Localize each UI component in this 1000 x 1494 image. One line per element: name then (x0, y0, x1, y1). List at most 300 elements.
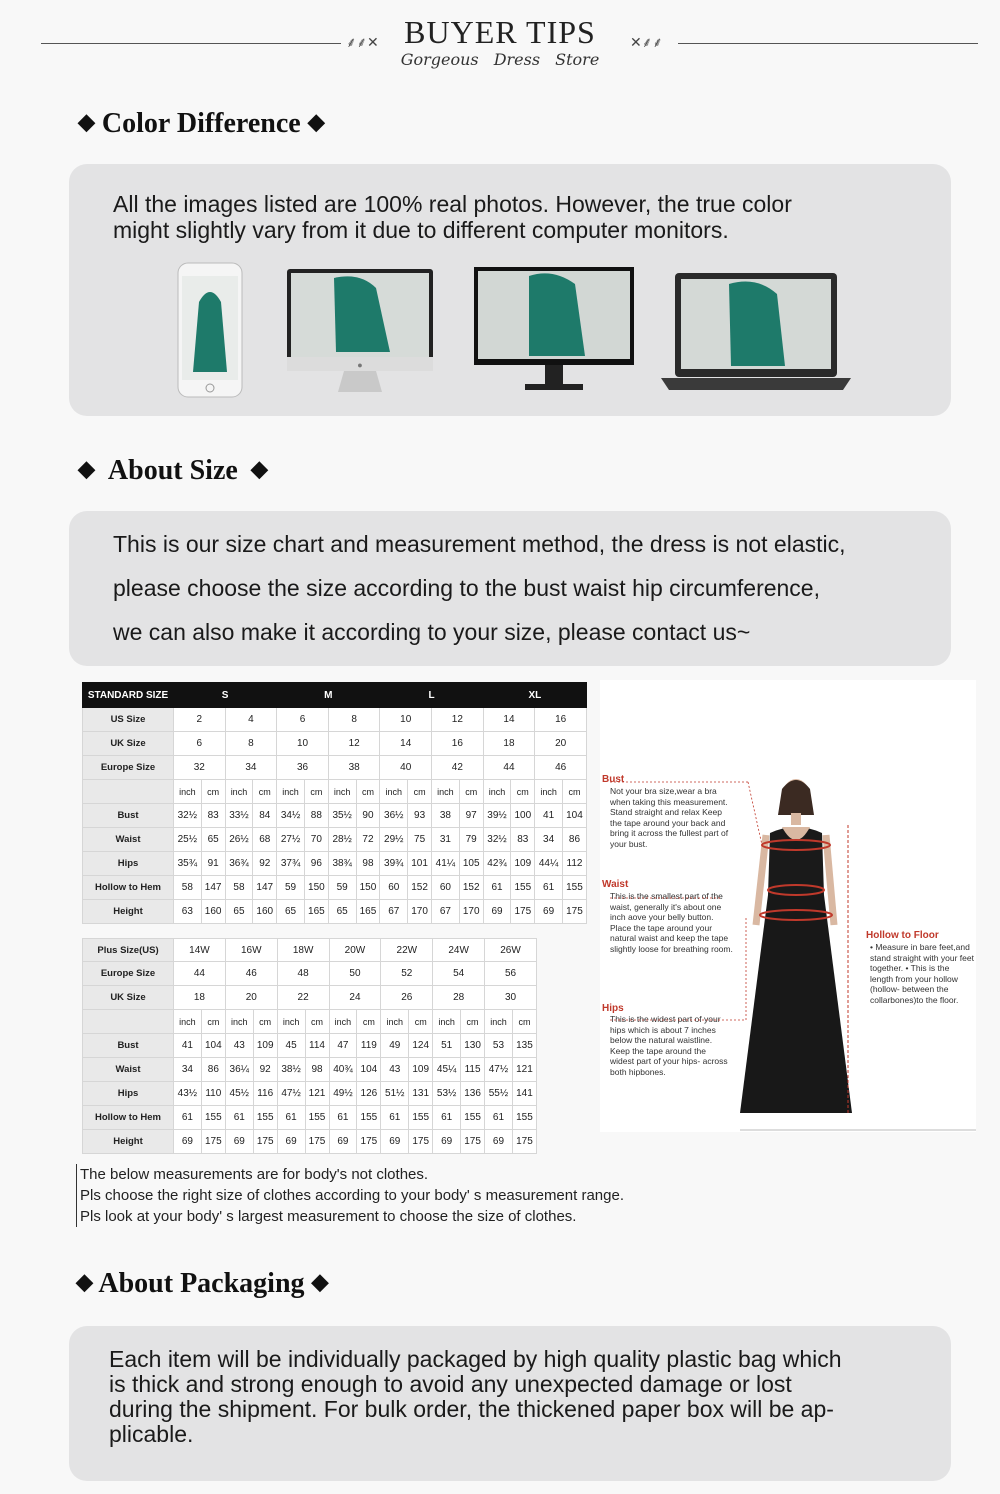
waist-text: This is the smallest part of the waist, generally it's about one inch aove your belly button. Place the tape around your natural waist and keep the tape slightly loose for breathing room. (610, 891, 733, 954)
size-text-line-3: we can also make it according to your size, please contact us~ (113, 619, 751, 645)
table-cell: 32½ (483, 828, 511, 852)
table-cell: 109 (511, 852, 535, 876)
diamond-icon: ◆ (307, 109, 325, 134)
row-label: US Size (83, 708, 174, 732)
table-cell: inch (535, 780, 563, 804)
table-cell: 4 (225, 708, 277, 732)
hollow-to-floor-text: • Measure in bare feet,and stand straight with your feet together. • This is the length from your hollow (hollow- between the collarbones)to the floor. (870, 942, 974, 1005)
table-cell: 65 (225, 900, 253, 924)
table-cell: 36¾ (225, 852, 253, 876)
table-cell: 69 (535, 900, 563, 924)
table-cell: 155 (562, 876, 586, 900)
table-cell: 165 (304, 900, 328, 924)
table-cell: 155 (511, 876, 535, 900)
table-cell: 16 (535, 708, 587, 732)
table-cell: 28 (433, 986, 485, 1010)
table-cell: 152 (459, 876, 483, 900)
table-cell: 93 (408, 804, 432, 828)
table-cell: 36 (277, 756, 329, 780)
table-cell: 98 (356, 852, 380, 876)
table-cell: 86 (201, 1058, 225, 1082)
table-cell: 8 (328, 708, 380, 732)
table-cell: 38¾ (328, 852, 356, 876)
table-cell: 34½ (277, 804, 305, 828)
table-cell: 65 (201, 828, 225, 852)
table-cell: 10 (380, 708, 432, 732)
row-label: Hollow to Hem (83, 1106, 174, 1130)
standard-size-header (83, 683, 587, 708)
page-title: BUYER TIPS (404, 14, 596, 50)
table-cell: inch (174, 780, 202, 804)
table-cell: 60 (380, 876, 408, 900)
table-cell: 67 (380, 900, 408, 924)
row-label: Hips (83, 852, 174, 876)
table-cell: cm (562, 780, 586, 804)
row-label: Bust (83, 1034, 174, 1058)
table-cell: 20 (225, 986, 277, 1010)
table-cell: 30 (485, 986, 537, 1010)
table-row (83, 852, 587, 876)
leaf-ornament-left-icon: ⸙⸙✕ (346, 34, 379, 50)
table-cell: 37¾ (277, 852, 305, 876)
table-cell: 14 (380, 732, 432, 756)
table-cell: 63 (174, 900, 202, 924)
table-cell: 150 (356, 876, 380, 900)
size-notes (76, 1164, 624, 1227)
table-cell: 61 (329, 1106, 357, 1130)
flat-monitor-icon (473, 266, 635, 392)
table-cell: 47½ (485, 1058, 513, 1082)
table-cell: 155 (512, 1106, 536, 1130)
table-cell: 124 (409, 1034, 433, 1058)
table-cell: 35½ (328, 804, 356, 828)
table-cell: 83 (201, 804, 225, 828)
table-cell: cm (356, 780, 380, 804)
row-label: Bust (83, 804, 174, 828)
table-cell: 175 (305, 1130, 329, 1154)
table-cell: 79 (459, 828, 483, 852)
table-cell: 70 (304, 828, 328, 852)
about-packaging-card (69, 1326, 951, 1481)
table-cell: 69 (433, 1130, 461, 1154)
note-line-3: Pls look at your body' s largest measurement to choose the size of clothes. (80, 1208, 577, 1225)
table-cell: 97 (459, 804, 483, 828)
size-text-line-1: This is our size chart and measurement method, the dress is not elastic, (113, 531, 846, 557)
table-cell: 175 (511, 900, 535, 924)
table-cell: 36½ (380, 804, 408, 828)
table-cell: cm (253, 1010, 277, 1034)
color-difference-heading: ◆ Color Difference ◆ (78, 108, 325, 139)
table-header-cell: S (174, 683, 277, 708)
table-cell: 65 (277, 900, 305, 924)
table-cell: 175 (409, 1130, 433, 1154)
table-cell: 69 (174, 1130, 202, 1154)
table-cell: cm (304, 780, 328, 804)
table-cell: 31 (432, 828, 460, 852)
measurement-figure (600, 680, 976, 1132)
table-cell: 39¾ (380, 852, 408, 876)
table-cell: 130 (461, 1034, 485, 1058)
table-cell: 69 (277, 1130, 305, 1154)
table-cell: cm (409, 1010, 433, 1034)
table-cell: 24 (329, 986, 381, 1010)
table-cell: inch (277, 1010, 305, 1034)
table-cell: 29½ (380, 828, 408, 852)
table-cell: 69 (483, 900, 511, 924)
table-cell: 92 (253, 852, 277, 876)
table-cell: inch (329, 1010, 357, 1034)
about-size-card (69, 511, 951, 666)
table-cell: 59 (328, 876, 356, 900)
table-row (83, 900, 587, 924)
color-text-line-2: might slightly vary from it due to different computer monitors. (113, 217, 729, 243)
table-cell: 160 (201, 900, 225, 924)
table-cell: 42¾ (483, 852, 511, 876)
row-label: UK Size (83, 986, 174, 1010)
table-cell: 38½ (277, 1058, 305, 1082)
table-cell: 65 (328, 900, 356, 924)
table-cell: 61 (277, 1106, 305, 1130)
color-difference-card (69, 164, 951, 416)
table-cell: 56 (485, 962, 537, 986)
diamond-icon: ◆ (78, 109, 95, 134)
table-cell: 61 (433, 1106, 461, 1130)
table-cell: 119 (357, 1034, 381, 1058)
table-cell: 44¼ (535, 852, 563, 876)
table-cell: 36¼ (225, 1058, 253, 1082)
table-cell: 39½ (483, 804, 511, 828)
table-cell: 68 (253, 828, 277, 852)
note-line-1: The below measurements are for body's not clothes. (80, 1166, 429, 1183)
standard-size-table (82, 682, 587, 924)
note-line-2: Pls choose the right size of clothes according to your body' s measurement range. (80, 1187, 624, 1204)
row-label: Waist (83, 1058, 174, 1082)
table-cell: 18 (483, 732, 535, 756)
table-cell: 44 (174, 962, 226, 986)
table-cell: 114 (305, 1034, 329, 1058)
table-cell: 109 (253, 1034, 277, 1058)
bust-label: Bust (602, 774, 625, 785)
table-cell: inch (432, 780, 460, 804)
desktop-monitor-icon (286, 268, 434, 396)
table-cell: 41¼ (432, 852, 460, 876)
table-cell: 90 (356, 804, 380, 828)
table-cell: 41 (174, 1034, 202, 1058)
table-cell: 53 (485, 1034, 513, 1058)
svg-text:●: ● (357, 360, 363, 370)
table-cell: 61 (535, 876, 563, 900)
table-cell: 121 (512, 1058, 536, 1082)
table-cell: 147 (201, 876, 225, 900)
table-cell: 84 (253, 804, 277, 828)
table-cell: 46 (535, 756, 587, 780)
table-cell: 135 (512, 1034, 536, 1058)
table-cell: 115 (461, 1058, 485, 1082)
table-cell: inch (485, 1010, 513, 1034)
table-cell: cm (408, 780, 432, 804)
table-cell: 83 (511, 828, 535, 852)
table-cell: 48 (277, 962, 329, 986)
table-cell: 155 (409, 1106, 433, 1130)
table-row (83, 1106, 537, 1130)
table-row (83, 876, 587, 900)
table-cell: 155 (305, 1106, 329, 1130)
table-cell: 152 (408, 876, 432, 900)
table-row (83, 756, 587, 780)
table-cell: 69 (225, 1130, 253, 1154)
table-cell: 61 (174, 1106, 202, 1130)
table-cell: 54 (433, 962, 485, 986)
table-cell: 60 (432, 876, 460, 900)
color-text-line-1: All the images listed are 100% real photos. However, the true color (113, 191, 792, 217)
table-cell: 26 (381, 986, 433, 1010)
table-cell: cm (201, 780, 225, 804)
table-cell: inch (225, 1010, 253, 1034)
diamond-icon: ◆ (311, 1269, 329, 1294)
diamond-icon: ◆ (76, 1269, 93, 1294)
row-label (83, 1010, 174, 1034)
plus-size-table (82, 938, 537, 1154)
hips-text: This is the widest part of your hips which is about 7 inches below the natural waistline. Keep the tape around the widest part of your hips- across both hipbones. (610, 1014, 728, 1077)
diamond-icon: ◆ (78, 456, 95, 481)
table-cell: cm (201, 1010, 225, 1034)
laptop-icon (661, 272, 851, 392)
table-cell: 34 (535, 828, 563, 852)
hollow-to-floor-label: Hollow to Floor (866, 930, 939, 941)
table-cell: 88 (304, 804, 328, 828)
table-cell: 24W (433, 939, 485, 962)
table-cell: 43 (381, 1058, 409, 1082)
table-cell: 14 (483, 708, 535, 732)
table-cell: 6 (277, 708, 329, 732)
table-cell: 59 (277, 876, 305, 900)
table-cell: cm (512, 1010, 536, 1034)
row-label: Europe Size (83, 756, 174, 780)
table-cell: 35¾ (174, 852, 202, 876)
row-label: Waist (83, 828, 174, 852)
table-cell: 121 (305, 1082, 329, 1106)
row-label: Height (83, 1130, 174, 1154)
table-cell: 75 (408, 828, 432, 852)
table-cell: 61 (485, 1106, 513, 1130)
table-cell: 44 (483, 756, 535, 780)
table-cell: 165 (356, 900, 380, 924)
table-row (83, 962, 537, 986)
table-cell: 52 (381, 962, 433, 986)
table-cell: 43½ (174, 1082, 202, 1106)
table-row (83, 939, 537, 962)
table-cell: 110 (201, 1082, 225, 1106)
table-cell: 51 (433, 1034, 461, 1058)
table-row (83, 828, 587, 852)
table-cell: 41 (535, 804, 563, 828)
table-cell: 6 (174, 732, 226, 756)
bust-text: Not your bra size,wear a bra when taking this measurement. Stand straight and relax Keep the tape around your back and bring it across the fullest part of your bust. (610, 786, 729, 849)
table-cell: 131 (409, 1082, 433, 1106)
table-cell: 45½ (225, 1082, 253, 1106)
table-cell: 175 (461, 1130, 485, 1154)
row-label (83, 780, 174, 804)
row-label: Hollow to Hem (83, 876, 174, 900)
row-label: Hips (83, 1082, 174, 1106)
table-header-cell: STANDARD SIZE (83, 683, 174, 708)
table-header-cell: L (380, 683, 483, 708)
smartphone-icon (177, 262, 243, 398)
table-cell: inch (225, 780, 253, 804)
table-cell: 38 (328, 756, 380, 780)
table-row (83, 780, 587, 804)
table-cell: 116 (253, 1082, 277, 1106)
table-row (83, 1130, 537, 1154)
table-cell: 38 (432, 804, 460, 828)
table-cell: 104 (562, 804, 586, 828)
table-cell: 16W (225, 939, 277, 962)
table-cell: inch (277, 780, 305, 804)
table-cell: 42 (432, 756, 484, 780)
table-header-cell: XL (483, 683, 586, 708)
table-cell: 141 (512, 1082, 536, 1106)
table-cell: 33½ (225, 804, 253, 828)
table-cell: 170 (408, 900, 432, 924)
table-cell: 86 (562, 828, 586, 852)
table-cell: 10 (277, 732, 329, 756)
table-cell: 20 (535, 732, 587, 756)
table-row (83, 986, 537, 1010)
table-cell: 22 (277, 986, 329, 1010)
table-row (83, 732, 587, 756)
table-cell: 32½ (174, 804, 202, 828)
table-cell: 61 (381, 1106, 409, 1130)
table-cell: 98 (305, 1058, 329, 1082)
table-cell: 28½ (328, 828, 356, 852)
row-label: UK Size (83, 732, 174, 756)
table-cell: 72 (356, 828, 380, 852)
table-cell: 61 (483, 876, 511, 900)
table-cell: 20W (329, 939, 381, 962)
table-cell: 55½ (485, 1082, 513, 1106)
table-cell: 100 (511, 804, 535, 828)
page-subtitle: Gorgeous Dress Store (400, 50, 600, 69)
table-row (83, 1010, 537, 1034)
table-cell: 61 (225, 1106, 253, 1130)
table-cell: 109 (409, 1058, 433, 1082)
table-cell: cm (511, 780, 535, 804)
table-cell: 51½ (381, 1082, 409, 1106)
table-header-cell: M (277, 683, 380, 708)
table-cell: inch (433, 1010, 461, 1034)
table-cell: 43 (225, 1034, 253, 1058)
leaf-ornament-right-icon: ✕⸙⸙ (630, 34, 663, 50)
table-cell: 92 (253, 1058, 277, 1082)
table-cell: 112 (562, 852, 586, 876)
table-cell: 105 (459, 852, 483, 876)
table-cell: 34 (174, 1058, 202, 1082)
table-cell: inch (380, 780, 408, 804)
table-cell: 25½ (174, 828, 202, 852)
table-cell: 47 (329, 1034, 357, 1058)
table-cell: inch (174, 1010, 202, 1034)
table-cell: 12 (328, 732, 380, 756)
table-cell: cm (253, 780, 277, 804)
waist-label: Waist (602, 879, 629, 890)
table-cell: 175 (201, 1130, 225, 1154)
table-cell: 18W (277, 939, 329, 962)
packaging-text-line-2: is thick and strong enough to avoid any unexpected damage or lost (109, 1371, 792, 1397)
table-cell: 69 (329, 1130, 357, 1154)
row-label: Plus Size(US) (83, 939, 174, 962)
packaging-text-line-3: during the shipment. For bulk order, the thickened paper box will be ap- (109, 1396, 834, 1422)
table-cell: 155 (461, 1106, 485, 1130)
size-text-line-2: please choose the size according to the bust waist hip circumference, (113, 575, 820, 601)
table-cell: 175 (562, 900, 586, 924)
table-cell: 8 (225, 732, 277, 756)
packaging-text-line-4: plicable. (109, 1421, 194, 1447)
table-cell: 101 (408, 852, 432, 876)
measurement-guide-lines (600, 680, 976, 1132)
table-cell: inch (381, 1010, 409, 1034)
table-cell: 69 (381, 1130, 409, 1154)
hips-label: Hips (602, 1003, 624, 1014)
about-packaging-heading: ◆ About Packaging ◆ (76, 1268, 329, 1299)
table-cell: inch (328, 780, 356, 804)
table-cell: 2 (174, 708, 226, 732)
table-cell: 58 (225, 876, 253, 900)
table-cell: 45 (277, 1034, 305, 1058)
table-cell: 26½ (225, 828, 253, 852)
packaging-text-line-1: Each item will be individually packaged by high quality plastic bag which (109, 1346, 842, 1372)
table-cell: 49 (381, 1034, 409, 1058)
table-row (83, 708, 587, 732)
table-cell: 53½ (433, 1082, 461, 1106)
table-cell: 58 (174, 876, 202, 900)
row-label: Europe Size (83, 962, 174, 986)
table-cell: inch (483, 780, 511, 804)
table-cell: 14W (174, 939, 226, 962)
table-row (83, 1058, 537, 1082)
table-cell: 155 (201, 1106, 225, 1130)
table-cell: cm (461, 1010, 485, 1034)
table-row (83, 1082, 537, 1106)
table-cell: 170 (459, 900, 483, 924)
table-cell: 126 (357, 1082, 381, 1106)
table-cell: 40 (380, 756, 432, 780)
table-cell: 22W (381, 939, 433, 962)
table-cell: 26W (485, 939, 537, 962)
table-cell: 136 (461, 1082, 485, 1106)
table-cell: 147 (253, 876, 277, 900)
table-cell: 155 (357, 1106, 381, 1130)
diamond-icon: ◆ (250, 456, 268, 481)
table-cell: cm (357, 1010, 381, 1034)
table-cell: 160 (253, 900, 277, 924)
table-cell: 50 (329, 962, 381, 986)
table-cell: 12 (432, 708, 484, 732)
row-label: Height (83, 900, 174, 924)
table-cell: 18 (174, 986, 226, 1010)
table-cell: 27½ (277, 828, 305, 852)
table-cell: 40¾ (329, 1058, 357, 1082)
table-cell: cm (459, 780, 483, 804)
table-row (83, 804, 587, 828)
table-cell: 175 (512, 1130, 536, 1154)
table-cell: 96 (304, 852, 328, 876)
table-cell: 104 (201, 1034, 225, 1058)
table-cell: 104 (357, 1058, 381, 1082)
table-cell: 49½ (329, 1082, 357, 1106)
table-cell: 47½ (277, 1082, 305, 1106)
table-cell: 150 (304, 876, 328, 900)
table-cell: 16 (432, 732, 484, 756)
